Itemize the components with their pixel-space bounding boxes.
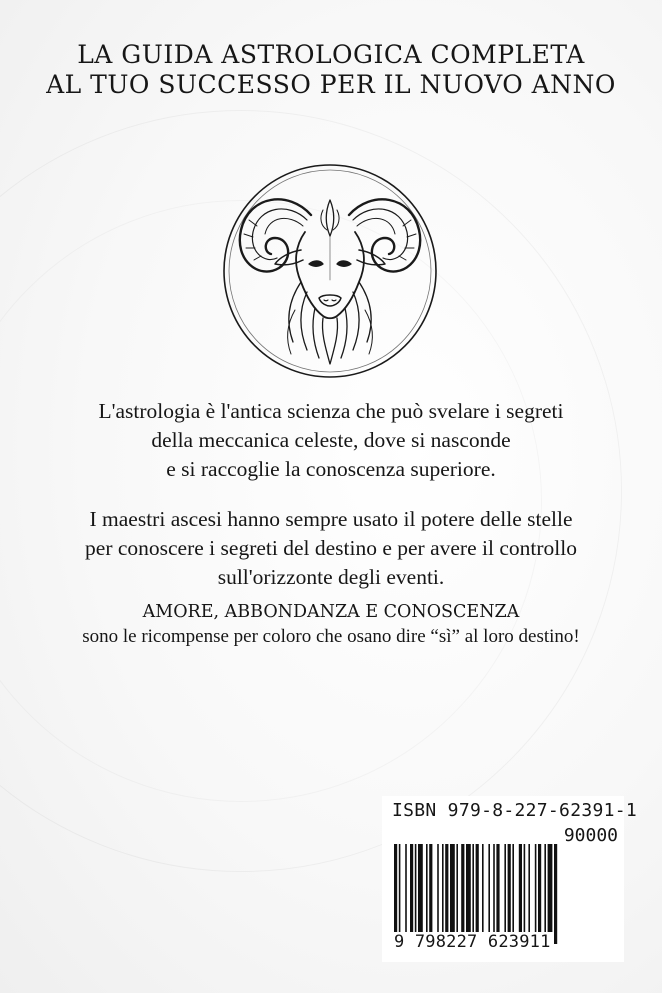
barcode-bar (456, 844, 458, 944)
addon-code: 90000 (563, 825, 618, 846)
closing-line: sono le ricompense per coloro che osano dire “sì” al loro destino! (82, 626, 580, 647)
barcode-bar (535, 844, 537, 944)
masters-paragraph (0, 505, 662, 592)
intro-paragraph (0, 397, 662, 484)
isbn-barcode (382, 796, 638, 962)
barcode-bars (394, 844, 620, 944)
barcode-bar (472, 844, 474, 944)
barcode-bar (548, 844, 553, 944)
barcode-bar (512, 844, 514, 944)
barcode-bar (504, 844, 506, 944)
intro-line-2: della meccanica celeste, dove si nasconde (151, 428, 511, 452)
masters-line-1: I maestri ascesi hanno sempre usato il potere delle stelle (89, 507, 573, 531)
masters-line-2: per conoscere i segreti del destino e per avere il controllo (85, 536, 577, 560)
headline-line-2: AL TUO SUCCESSO PER IL NUOVO ANNO (46, 70, 616, 99)
barcode-bar (399, 844, 401, 944)
barcode-bar (524, 844, 526, 944)
barcode-bar (426, 844, 428, 944)
barcode-bar (445, 844, 448, 944)
barcode-bar (528, 844, 530, 944)
barcode-bar (488, 844, 490, 944)
barcode-bar (493, 844, 495, 944)
barcode-bar (496, 844, 499, 944)
barcode-bar (466, 844, 471, 944)
barcode-bar (418, 844, 423, 944)
barcode-bar (482, 844, 484, 944)
barcode-bar (519, 844, 522, 944)
barcode-bar (450, 844, 455, 944)
barcode-bar (429, 844, 432, 944)
headline (0, 40, 662, 100)
barcode-bar (544, 844, 546, 944)
barcode-bar (415, 844, 417, 944)
barcode-bar (538, 844, 541, 944)
intro-line-1: L'astrologia è l'antica scienza che può svelare i segreti (98, 399, 564, 423)
barcode-bar (405, 844, 407, 944)
ram-aries-icon (219, 160, 441, 382)
barcode-bar (461, 844, 464, 944)
masters-line-3: sull'orizzonte degli eventi. (217, 565, 445, 589)
barcode-bar (410, 844, 413, 944)
tagline: AMORE, ABBONDANZA E CONOSCENZA (142, 602, 520, 622)
barcode-bar (394, 844, 397, 944)
isbn-label: ISBN 979-8-227-62391-1 (392, 800, 638, 821)
barcode-bar (554, 844, 557, 944)
intro-line-3: e si raccoglie la conoscenza superiore. (166, 457, 496, 481)
ean-number: 9 798227 623911 (394, 932, 551, 952)
headline-line-1: LA GUIDA ASTROLOGICA COMPLETA (77, 40, 585, 69)
barcode-bar (508, 844, 511, 944)
barcode-bar (442, 844, 444, 944)
barcode-bar (437, 844, 439, 944)
barcode-bar (476, 844, 479, 944)
